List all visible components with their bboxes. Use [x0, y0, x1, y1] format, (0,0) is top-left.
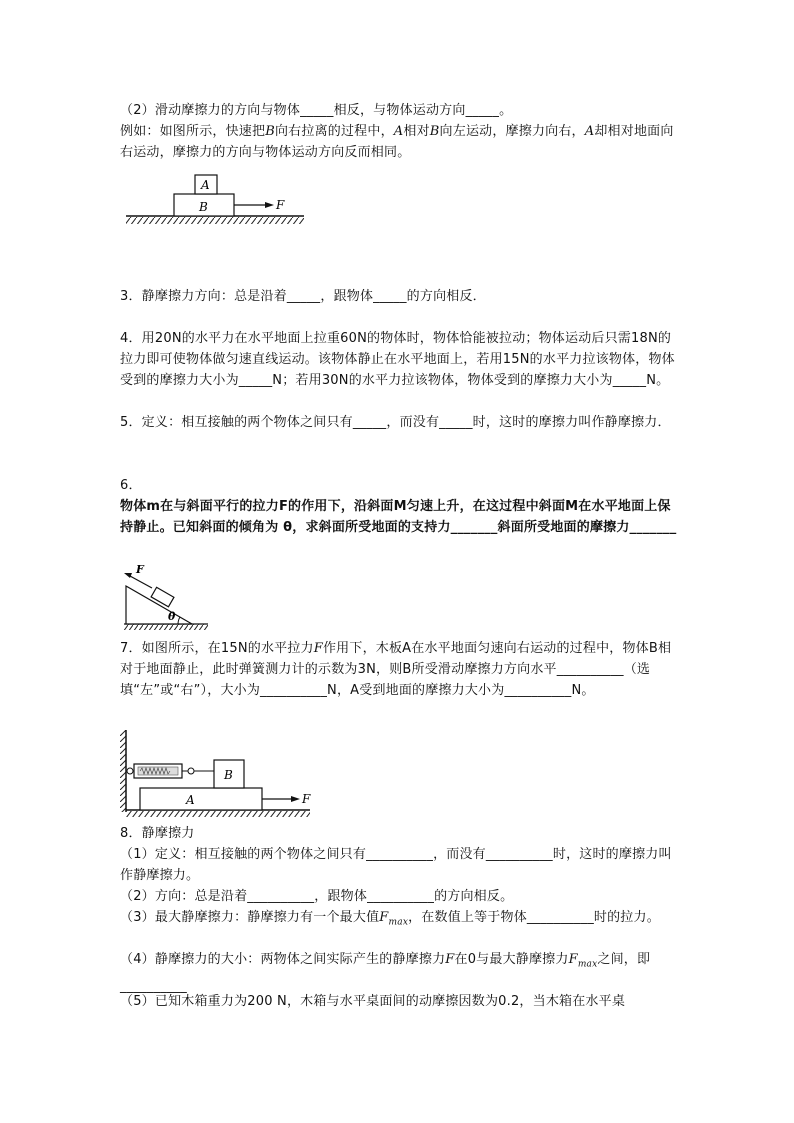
label-theta: θ: [168, 610, 176, 623]
arrow-f: [265, 202, 274, 208]
question-8-part-4: （4）静摩擦力的大小：两物体之间实际产生的静摩擦力F在0与最大静摩擦力$F_{max}$之间，即__________: [120, 952, 651, 994]
example-paragraph: 例如：如图所示，快速把B向右拉离的过程中，A相对B向左运动，摩擦力向右，A却相对地面向右运动，摩擦力的方向与物体运动方向反而相同。: [120, 124, 674, 160]
question-8-part-2: （2）方向：总是沿着__________，跟物体__________的方向相反。: [120, 889, 514, 904]
question-6-text: 物体m在与斜面平行的拉力F的作用下，沿斜面M匀速上升，在这过程中斜面M在水平地面上保持静止。已知斜面的倾角为 θ，求斜面所受地面的支持力_______斜面所受地面的摩擦力_______: [120, 499, 677, 535]
label-f: F: [136, 563, 144, 576]
question-4: 4．用20N的水平力在水平地面上拉重60N的物体时，物体恰能被拉动；物体运动后只需18N的拉力即可使物体做匀速直线运动。该物体静止在水平地面上，若用15N的水平力拉该物体，物体受到的摩擦力大小为_____N；若用30N的水平力拉该物体，物体受到的摩擦力大小为_____N。: [120, 331, 675, 388]
label-f: F: [276, 198, 285, 212]
board-a: [140, 788, 262, 810]
arrow-f: [291, 796, 300, 802]
label-f: F: [302, 792, 311, 806]
arrow-f: [124, 573, 132, 578]
label-a: A: [201, 178, 210, 192]
question-7: 7．如图所示，在15N的水平拉力F作用下，木板A在水平地面匀速向右运动的过程中，物体B相对于地面静止，此时弹簧测力计的示数为3N，则B所受滑动摩擦力方向水平__________（选填“左”或“右”），大小为__________N，A受到地面的摩擦力大小为__________N。: [120, 641, 672, 698]
question-3: 3．静摩擦力方向：总是沿着_____，跟物体_____的方向相反．: [120, 289, 486, 304]
question-8-part-1: （1）定义：相互接触的两个物体之间只有__________，而没有__________时，这时的摩擦力叫作静摩擦力。: [120, 847, 672, 883]
figure-blocks-a-on-b: [124, 170, 314, 230]
question-8-part-3: （3）最大静摩擦力：静摩擦力有一个最大值$F_{max}$，在数值上等于物体__________时的拉力。: [120, 910, 660, 928]
question-5: 5．定义：相互接触的两个物体之间只有_____，而没有_____时，这时的摩擦力叫作静摩擦力．: [120, 415, 671, 430]
label-b: B: [199, 200, 208, 214]
figure-incline: [118, 562, 218, 634]
figure-spring-scale: [120, 730, 320, 818]
sliding-friction-direction-line: （2）滑动摩擦力的方向与物体_____相反，与物体运动方向_____。: [120, 103, 513, 118]
question-6-number: 6．: [120, 478, 142, 493]
label-a: A: [186, 793, 195, 807]
label-b: B: [224, 768, 233, 782]
question-8-part-5: （5）已知木箱重力为200 N，木箱与水平桌面间的动摩擦因数为0.2，当木箱在水平桌: [120, 994, 626, 1009]
question-8-title: 8．静摩擦力: [120, 826, 195, 841]
